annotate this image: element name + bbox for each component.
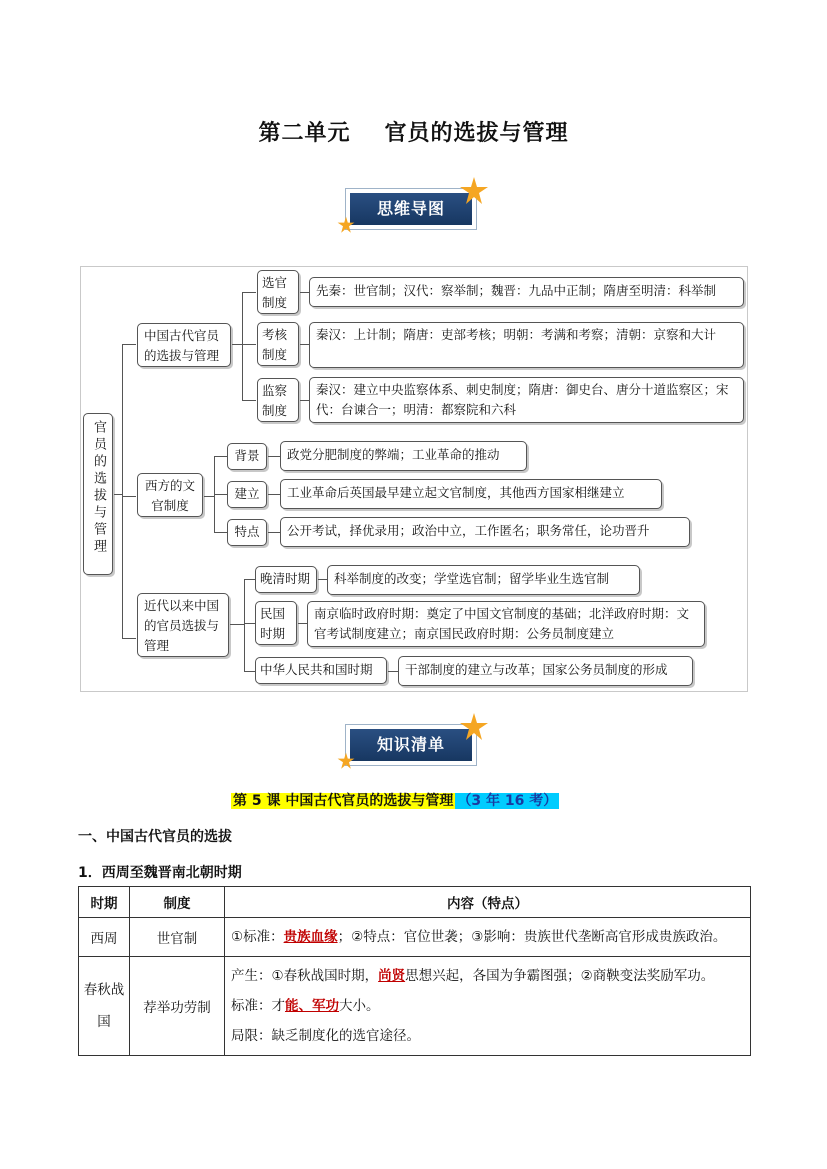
- mindmap-node-supervision: 监察制度: [257, 378, 299, 422]
- mindmap-detail-background: 政党分肥制度的弊端；工业革命的推动: [280, 441, 527, 471]
- mindmap-badge: 思维导图: [345, 188, 477, 230]
- mindmap-detail-selection: 先秦：世官制；汉代：察举制；魏晋：九品中正制；隋唐至明清：科举制: [309, 277, 744, 307]
- table-row: 春秋战国 荐举功劳制 产生：①春秋战国时期，尚贤思想兴起，各国为争霸图强；②商鞅变法奖励军功。 标准：才能、军功大小。 局限：缺乏制度化的选官途径。: [79, 957, 751, 1056]
- table-row: 西周 世官制 ①标准：贵族血缘；②特点：官位世袭；③影响：贵族世代垄断高官形成贵族政治。: [79, 918, 751, 957]
- mindmap-detail-assessment: 秦汉：上计制；隋唐：吏部考核；明朝：考满和考察；清朝：京察和大计: [309, 322, 744, 368]
- mindmap-branch-ancient: 中国古代官员的选拔与管理: [137, 323, 231, 367]
- mindmap-branch-western: 西方的文官制度: [137, 473, 203, 517]
- mindmap-node-selection: 选官制度: [257, 270, 299, 314]
- mindmap-node-assessment: 考核制度: [257, 322, 299, 366]
- mindmap-detail-prc: 干部制度的建立与改革；国家公务员制度的形成: [398, 656, 693, 686]
- content-table: [78, 886, 751, 1056]
- mindmap-node-background: 背景: [227, 443, 267, 470]
- mindmap-branch-modern: 近代以来中国的官员选拔与管理: [137, 593, 229, 657]
- mindmap-detail-features: 公开考试，择优录用；政治中立，工作匿名；职务常任，论功晋升: [280, 517, 690, 547]
- lesson-title: 第 5 课 中国古代官员的选拔与管理 （3 年 16 考）: [233, 793, 558, 809]
- knowledge-badge: 知识清单: [345, 724, 477, 766]
- page-title: 第二单元 官员的选拔与管理: [258, 121, 569, 146]
- mindmap-detail-republic: 南京临时政府时期：奠定了中国文官制度的基础；北洋政府时期：文官考试制度建立；南京国民政府时期：公务员制度建立: [307, 601, 705, 647]
- star-icon: [337, 216, 355, 234]
- mindmap-detail-supervision: 秦汉：建立中央监察体系、刺史制度；隋唐：御史台、唐分十道监察区；宋代：台谏合一；明清：都察院和六科: [309, 377, 744, 423]
- subsection-heading: 1．西周至魏晋南北朝时期: [78, 865, 242, 881]
- star-icon: [459, 176, 489, 206]
- mindmap-node-establish: 建立: [227, 481, 267, 508]
- star-icon: [459, 712, 489, 742]
- table-header-row: 时期 制度 内容（特点）: [79, 887, 751, 918]
- mind-map: [80, 266, 748, 692]
- mindmap-node-features: 特点: [227, 519, 267, 546]
- mindmap-detail-establish: 工业革命后英国最早建立起文官制度，其他西方国家相继建立: [280, 479, 662, 509]
- mindmap-root: 官员的选拔与管理: [83, 413, 113, 575]
- section-heading: 一、中国古代官员的选拔: [78, 829, 232, 845]
- mindmap-node-late-qing: 晚清时期: [255, 566, 317, 593]
- mindmap-node-prc: 中华人民共和国时期: [255, 657, 387, 684]
- mindmap-detail-late-qing: 科举制度的改变；学堂选官制；留学毕业生选官制: [327, 565, 640, 595]
- star-icon: [337, 752, 355, 770]
- mindmap-node-republic: 民国时期: [255, 601, 297, 645]
